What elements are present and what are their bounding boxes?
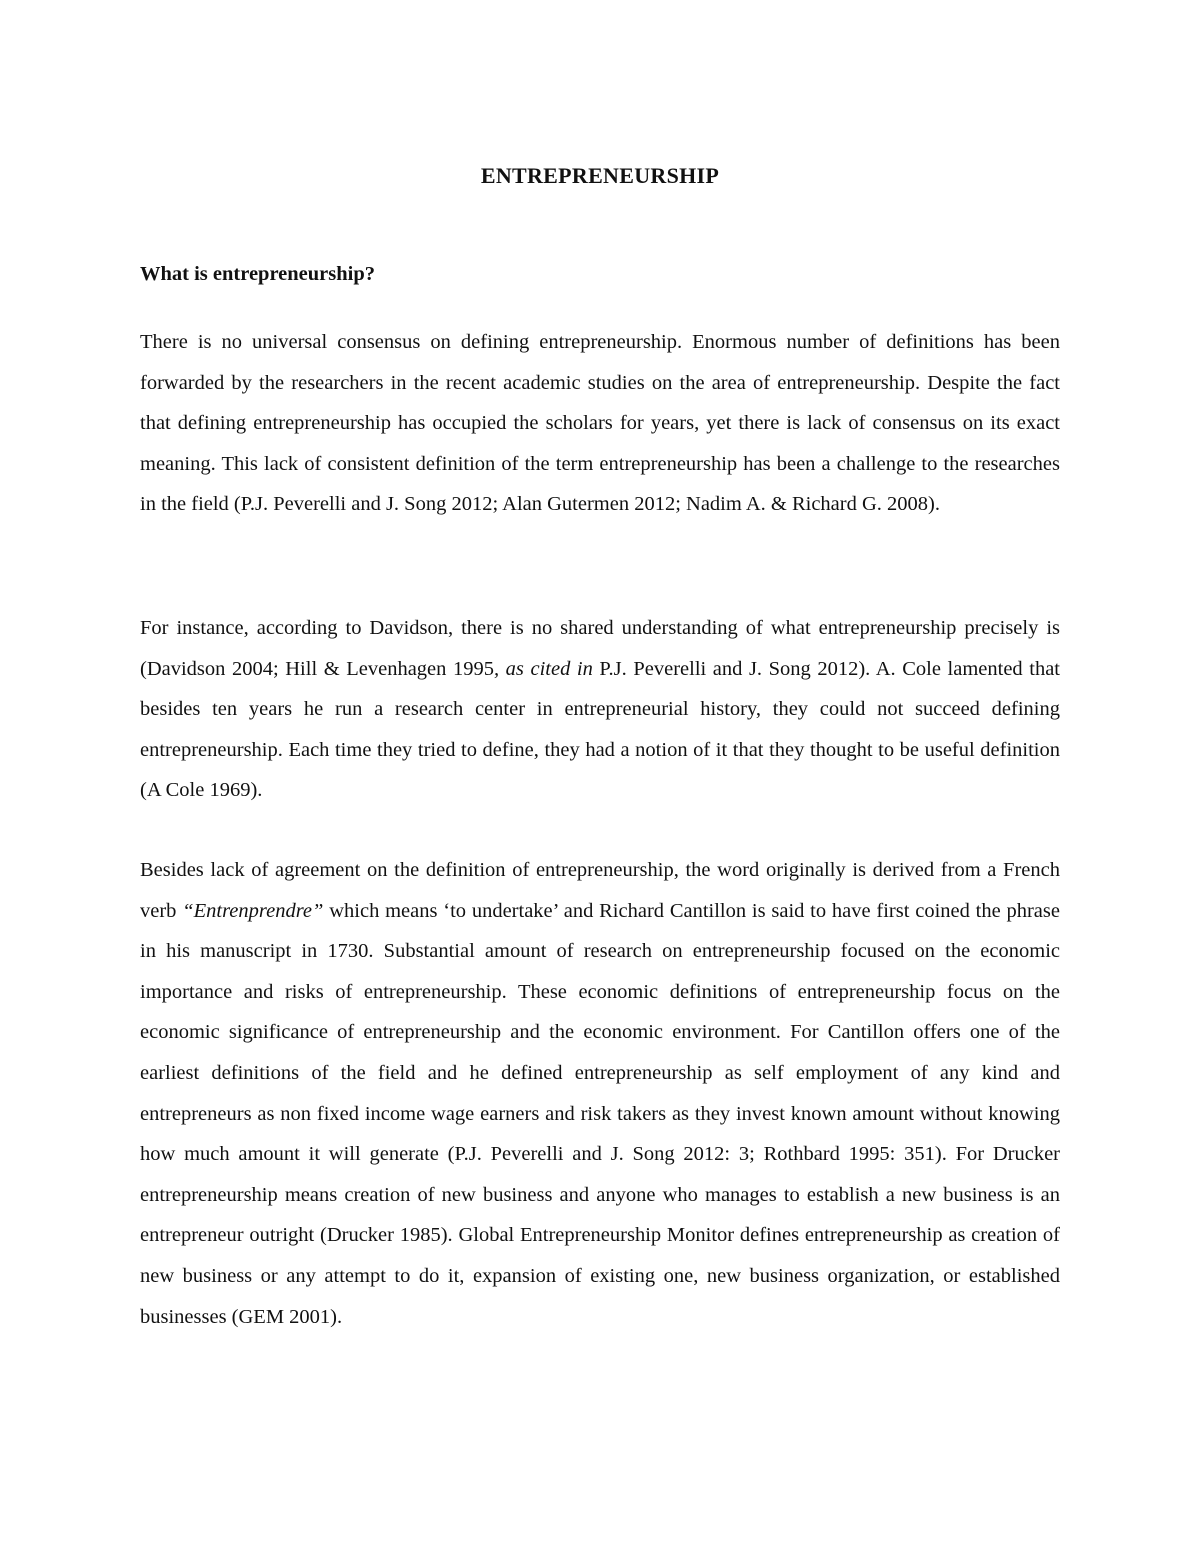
paragraph-3-text-b: which means ‘to undertake’ and Richard Cantillon is said to have first coined the phrase in his manuscript in 1730. Substantial amount of research on entrepreneurship focused on the economic importance and risks of entrepreneurship. These economic definitions of entrepreneurship focus on the economic significance of entrepreneurship and the economic environment. For Cantillon offers one of the earliest definitions of the field and he defined entrepreneurship as self employment of any kind and entrepreneurs as non fixed income wage earners and risk takers as they invest known amount without knowing how much amount it will generate (P.J. Peverelli and J. Song 2012: 3; Rothbard 1995: 351). For Drucker entrepreneurship means creation of new business and anyone who manages to establish a new business is an entrepreneur outright (Drucker 1985). Global Entrepreneurship Monitor defines entrepreneurship as creation of new business or any attempt to do it, expansion of existing one, new business organization, or established businesses (GEM 2001). [140,899,1060,1328]
paragraph-3-text-a: Besides lack of agreement on the definition of entrepreneurship, the word originally is derived from a French verb [140,859,1060,922]
paragraph-2-italic: , as cited in [493,657,593,680]
paragraph-2 [140,608,1060,811]
paragraph-2-text-a: For instance, according to Davidson, there is no shared understanding of what entrepreneurship precisely is (Davidson 2004; Hill & Levenhagen 1995 [140,617,1060,680]
document-title: ENTREPRENEURSHIP [480,163,720,188]
paragraph-1: There is no universal consensus on defining entrepreneurship. Enormous number of definitions has been forwarded by the researchers in the recent academic studies on the area of entrepreneurship. Despite the fact that defining entrepreneurship has occupied the scholars for years, yet there is lack of consensus on its exact meaning. This lack of consistent definition of the term entrepreneurship has been a challenge to the researches in the field (P.J. Peverelli and J. Song 2012; Alan Gutermen 2012; Nadim A. & Richard G. 2008). [140,331,1060,516]
section-heading: What is entrepreneurship? [140,263,376,285]
paragraph-3-italic: “Entrenprendre” [182,899,324,922]
paragraph-3 [140,850,1060,1337]
paragraph-2-text-b: P.J. Peverelli and J. Song 2012). A. Cole lamented that besides ten years he run a research center in entrepreneurial history, they could not succeed defining entrepreneurship. Each time they tried to define, they had a notion of it that they thought to be useful definition (A Cole 1969). [140,657,1060,802]
